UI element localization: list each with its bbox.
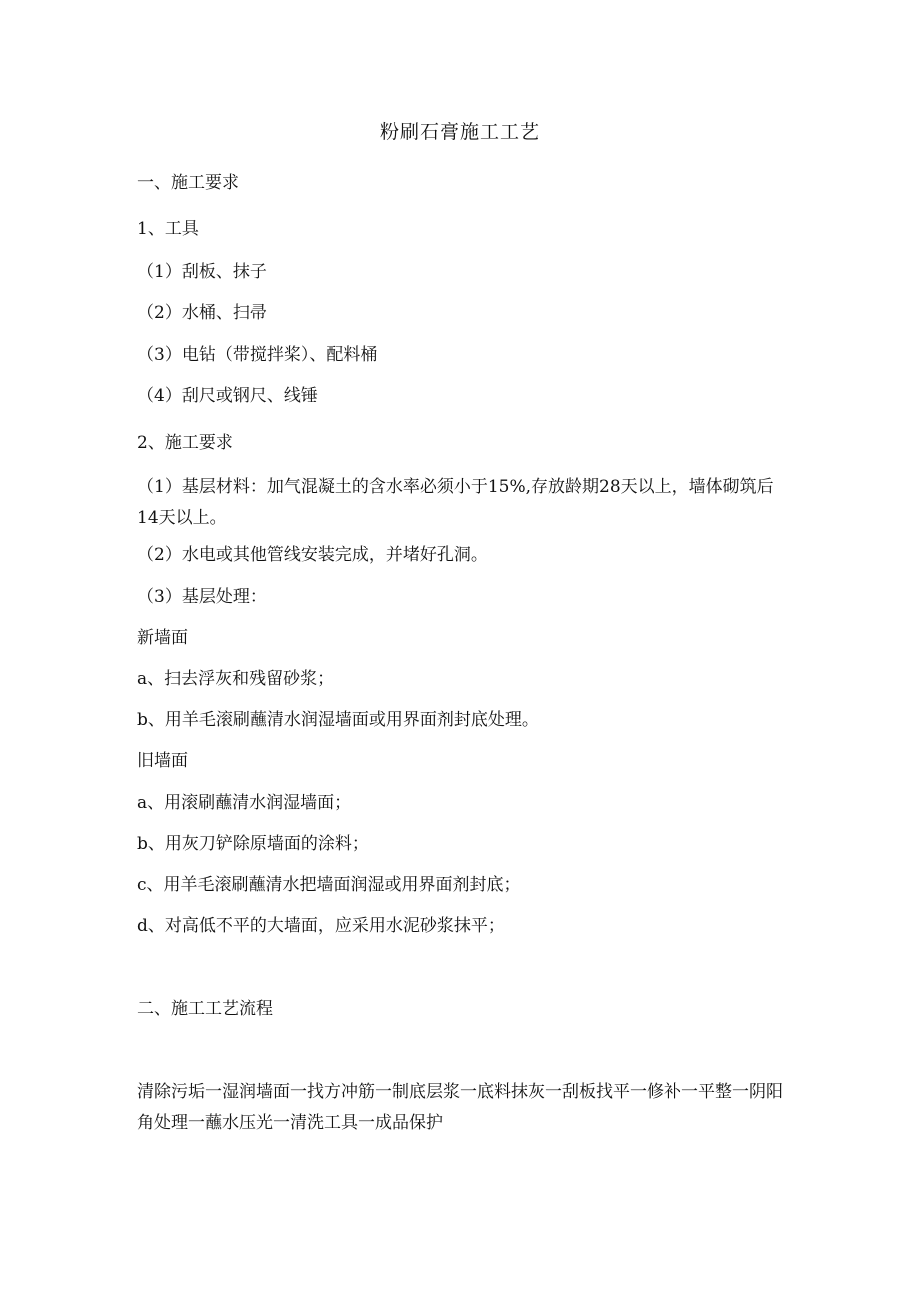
list-item: c、用羊毛滚刷蘸清水把墙面润湿或用界面剂封底； [137, 875, 521, 895]
process-flow-text: 清除污垢一湿润墙面一找方冲筋一制底层浆一底料抹灰一刮板找平一修补一平整一阴阳角处理一蘸水压光一清洗工具一成品保护 [137, 1082, 783, 1133]
list-item: d、对高低不平的大墙面，应采用水泥砂浆抹平； [137, 916, 505, 936]
document-title: 粉刷石膏施工工艺 [379, 121, 540, 143]
section-heading-process-flow: 二、施工工艺流程 [137, 999, 273, 1019]
list-item: （1）基层材料：加气混凝土的含水率必须小于15%,存放龄期28天以上，墙体砌筑后14天以上。 [137, 477, 774, 528]
list-item: （2）水桶、扫帚 [137, 303, 267, 323]
list-item: b、用羊毛滚刷蘸清水润湿墙面或用界面剂封底处理。 [137, 710, 539, 730]
subheading-tools: 1、工具 [137, 219, 199, 239]
list-item: （1）刮板、抹子 [137, 262, 267, 282]
subheading-old-wall: 旧墙面 [137, 751, 188, 771]
section-heading-requirements: 一、施工要求 [137, 173, 239, 193]
list-item: （3）基层处理： [137, 587, 267, 607]
list-item: （2）水电或其他管线安装完成，并堵好孔洞。 [137, 545, 488, 565]
subheading-new-wall: 新墙面 [137, 628, 188, 648]
list-item: a、用滚刷蘸清水润湿墙面； [137, 793, 352, 813]
list-item: a、扫去浮灰和残留砂浆； [137, 669, 335, 689]
list-item: （4）刮尺或钢尺、线锤 [137, 386, 318, 406]
subheading-construction-requirements: 2、施工要求 [137, 433, 233, 453]
list-item: （3）电钻（带搅拌桨）、配料桶 [137, 345, 378, 365]
list-item: b、用灰刀铲除原墙面的涂料； [137, 834, 369, 854]
